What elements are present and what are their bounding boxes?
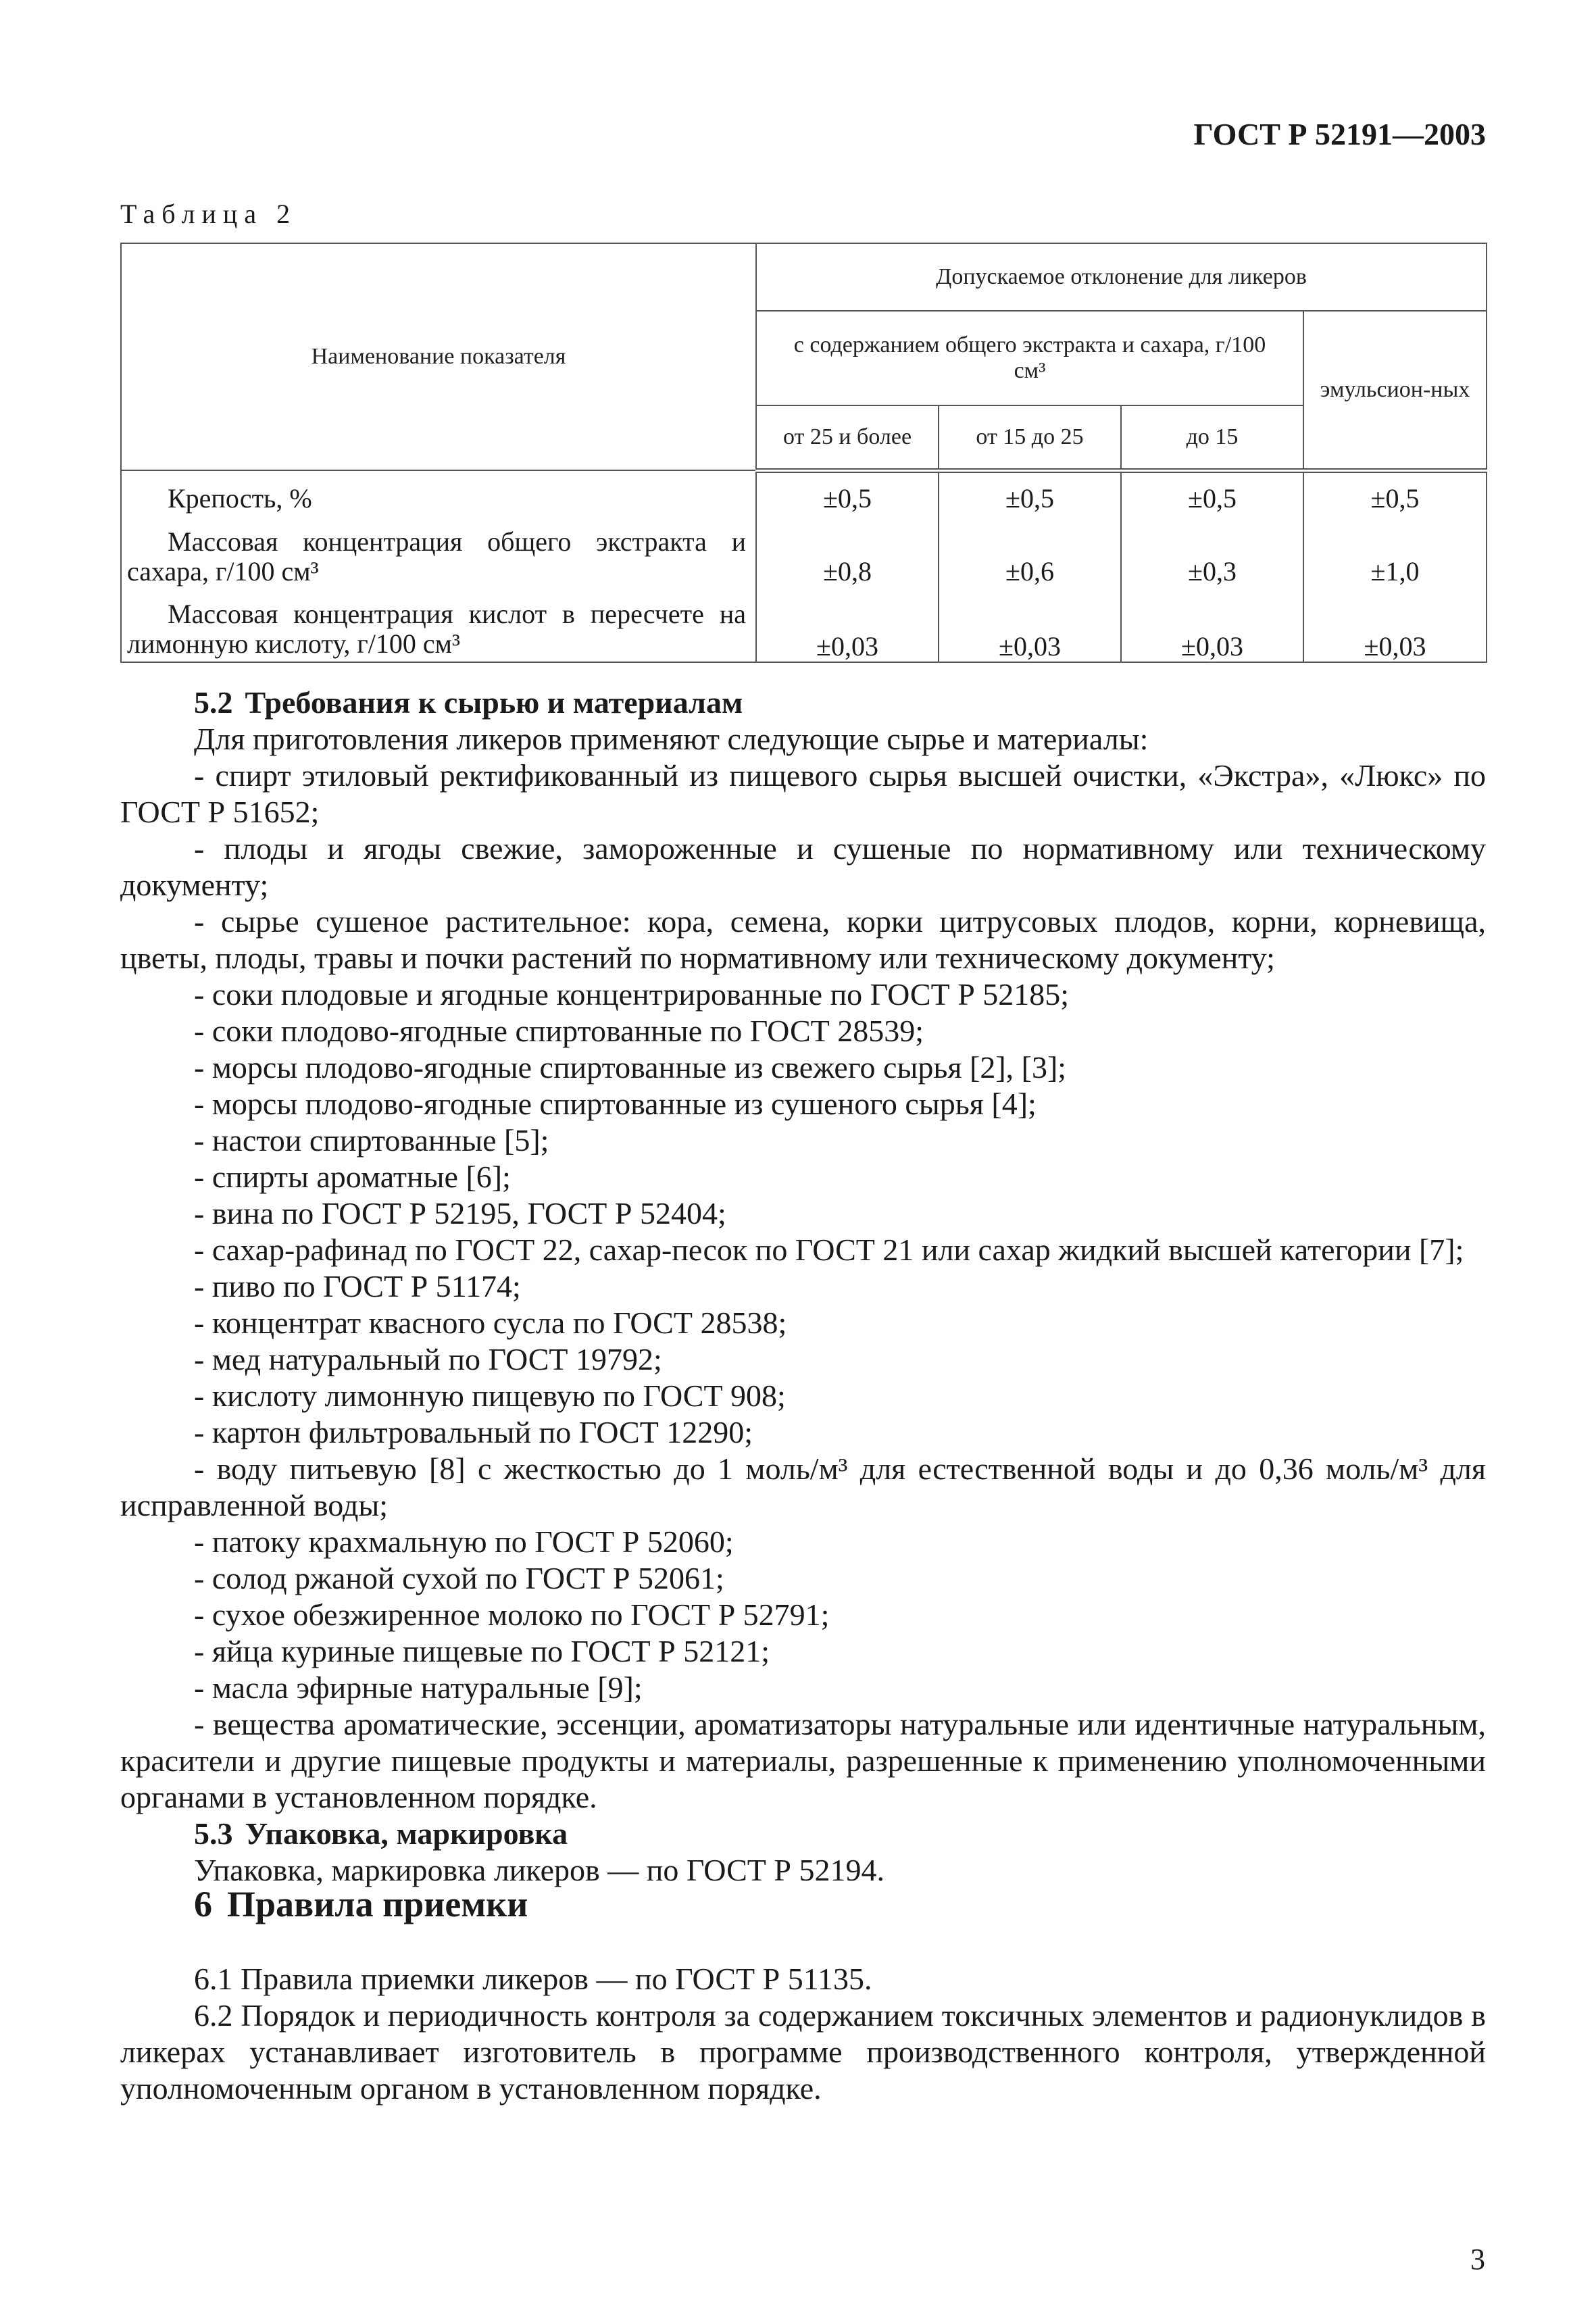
table-caption: Таблица 2: [120, 199, 297, 229]
row-value: ±1,0: [1303, 514, 1487, 587]
materials-list-item: - концентрат квасного сусла по ГОСТ 28538;: [194, 1305, 787, 1340]
materials-list-item: - мед натуральный по ГОСТ 19792;: [194, 1342, 662, 1376]
row-value: ±0,3: [1121, 514, 1303, 587]
document-code: ГОСТ Р 52191—2003: [1193, 117, 1486, 151]
materials-list-item: - морсы плодово-ягодные спиртованные из свежего сырья [2], [3];: [194, 1050, 1067, 1085]
deviation-table: [120, 243, 1487, 663]
row-value: ±0,8: [756, 514, 939, 587]
section-5-2: [120, 684, 1486, 1889]
paragraph: 6.1 Правила приемки ликеров — по ГОСТ Р 51135.: [194, 1962, 872, 1996]
row-name: Крепость, %: [121, 470, 756, 514]
header-indicator-name: Наименование показателя: [121, 243, 756, 470]
materials-list-item: - сухое обезжиренное молоко по ГОСТ Р 52791;: [194, 1597, 830, 1632]
header-emulsion: эмульсион-ных: [1303, 311, 1487, 470]
section-intro: Для приготовления ликеров применяют следующие сырье и материалы:: [194, 722, 1149, 756]
header-deviation-group: Допускаемое отклонение для ликеров: [756, 243, 1487, 311]
materials-list-item: - плоды и ягоды свежие, замороженные и сушеные по нормативному или техническому документу;: [120, 831, 1486, 902]
row-value: ±0,5: [939, 470, 1121, 514]
row-value: ±0,03: [939, 587, 1121, 662]
materials-list-item: - кислоту лимонную пищевую по ГОСТ 908;: [194, 1378, 786, 1413]
materials-list-item: - яйца куриные пищевые по ГОСТ Р 52121;: [194, 1634, 770, 1668]
materials-list: [120, 757, 1486, 1816]
row-value: ±0,5: [1121, 470, 1303, 514]
materials-list-item: - морсы плодово-ягодные спиртованные из сушеного сырья [4];: [194, 1087, 1037, 1121]
header-extract-subgroup: с содержанием общего экстракта и сахара, г/100 см³: [756, 311, 1303, 405]
row-value: ±0,03: [756, 587, 939, 662]
paragraph: 6.2 Порядок и периодичность контроля за содержанием токсичных элементов и радионуклидов в ликерах устанавливает изготовитель в программе производственного контроля, утвержденной уполномоченным органом в установленном порядке.: [120, 1998, 1486, 2106]
materials-list-item: - настои спиртованные [5];: [194, 1123, 549, 1158]
materials-list-item: - солод ржаной сухой по ГОСТ Р 52061;: [194, 1561, 724, 1595]
materials-list-item: - картон фильтровальный по ГОСТ 12290;: [194, 1415, 753, 1449]
materials-list-item: - пиво по ГОСТ Р 51174;: [194, 1269, 521, 1303]
materials-list-item: - соки плодовые и ягодные концентрированные по ГОСТ Р 52185;: [194, 977, 1070, 1012]
materials-list-item: - патоку крахмальную по ГОСТ Р 52060;: [194, 1524, 734, 1559]
materials-list-item: - вина по ГОСТ Р 52195, ГОСТ Р 52404;: [194, 1196, 726, 1230]
section-6: [120, 1961, 1486, 2107]
section-5-3-text: Упаковка, маркировка ликеров — по ГОСТ Р 52194.: [194, 1853, 884, 1887]
row-value: ±0,03: [1121, 587, 1303, 662]
materials-list-item: - сахар-рафинад по ГОСТ 22, сахар-песок по ГОСТ 21 или сахар жидкий высшей категории [7];: [194, 1233, 1464, 1267]
materials-list-item: - масла эфирные натуральные [9];: [194, 1670, 643, 1705]
materials-list-item: - спирты ароматные [6];: [194, 1160, 511, 1194]
row-name: Массовая концентрация кислот в пересчете на лимонную кислоту, г/100 см³: [121, 587, 756, 662]
materials-list-item: - сырье сушеное растительное: кора, семена, корки цитрусовых плодов, корни, корневища, цветы, плоды, травы и почки растений по нормативному или техническому документу;: [120, 904, 1486, 975]
row-value: ±0,03: [1303, 587, 1487, 662]
row-value: ±0,5: [1303, 470, 1487, 514]
header-col-25-and-more: от 25 и более: [756, 405, 939, 470]
section-heading: 5.3 Упаковка, маркировка: [194, 1816, 568, 1851]
section-6-heading: 6 Правила приемки: [194, 1884, 528, 1924]
materials-list-item: - спирт этиловый ректификованный из пищевого сырья высшей очистки, «Экстра», «Люкс» по ГОСТ Р 51652;: [120, 758, 1486, 829]
materials-list-item: - соки плодово-ягодные спиртованные по ГОСТ 28539;: [194, 1014, 924, 1048]
header-col-up-to-15: до 15: [1121, 405, 1303, 470]
section-heading: 5.2 Требования к сырью и материалам: [194, 685, 743, 720]
row-name: Массовая концентрация общего экстракта и сахара, г/100 см³: [121, 514, 756, 587]
page-number: 3: [1470, 2243, 1485, 2276]
materials-list-item: - вещества ароматические, эссенции, ароматизаторы натуральные или идентичные натуральным, красители и другие пищевые продукты и материалы, разрешенные к применению уполномоченными органами в установленном порядке.: [120, 1707, 1486, 1814]
materials-list-item: - воду питьевую [8] с жесткостью до 1 моль/м³ для естественной воды и до 0,36 моль/м³ для исправленной воды;: [120, 1451, 1486, 1522]
row-value: ±0,5: [756, 470, 939, 514]
row-value: ±0,6: [939, 514, 1121, 587]
header-col-15-to-25: от 15 до 25: [939, 405, 1121, 470]
